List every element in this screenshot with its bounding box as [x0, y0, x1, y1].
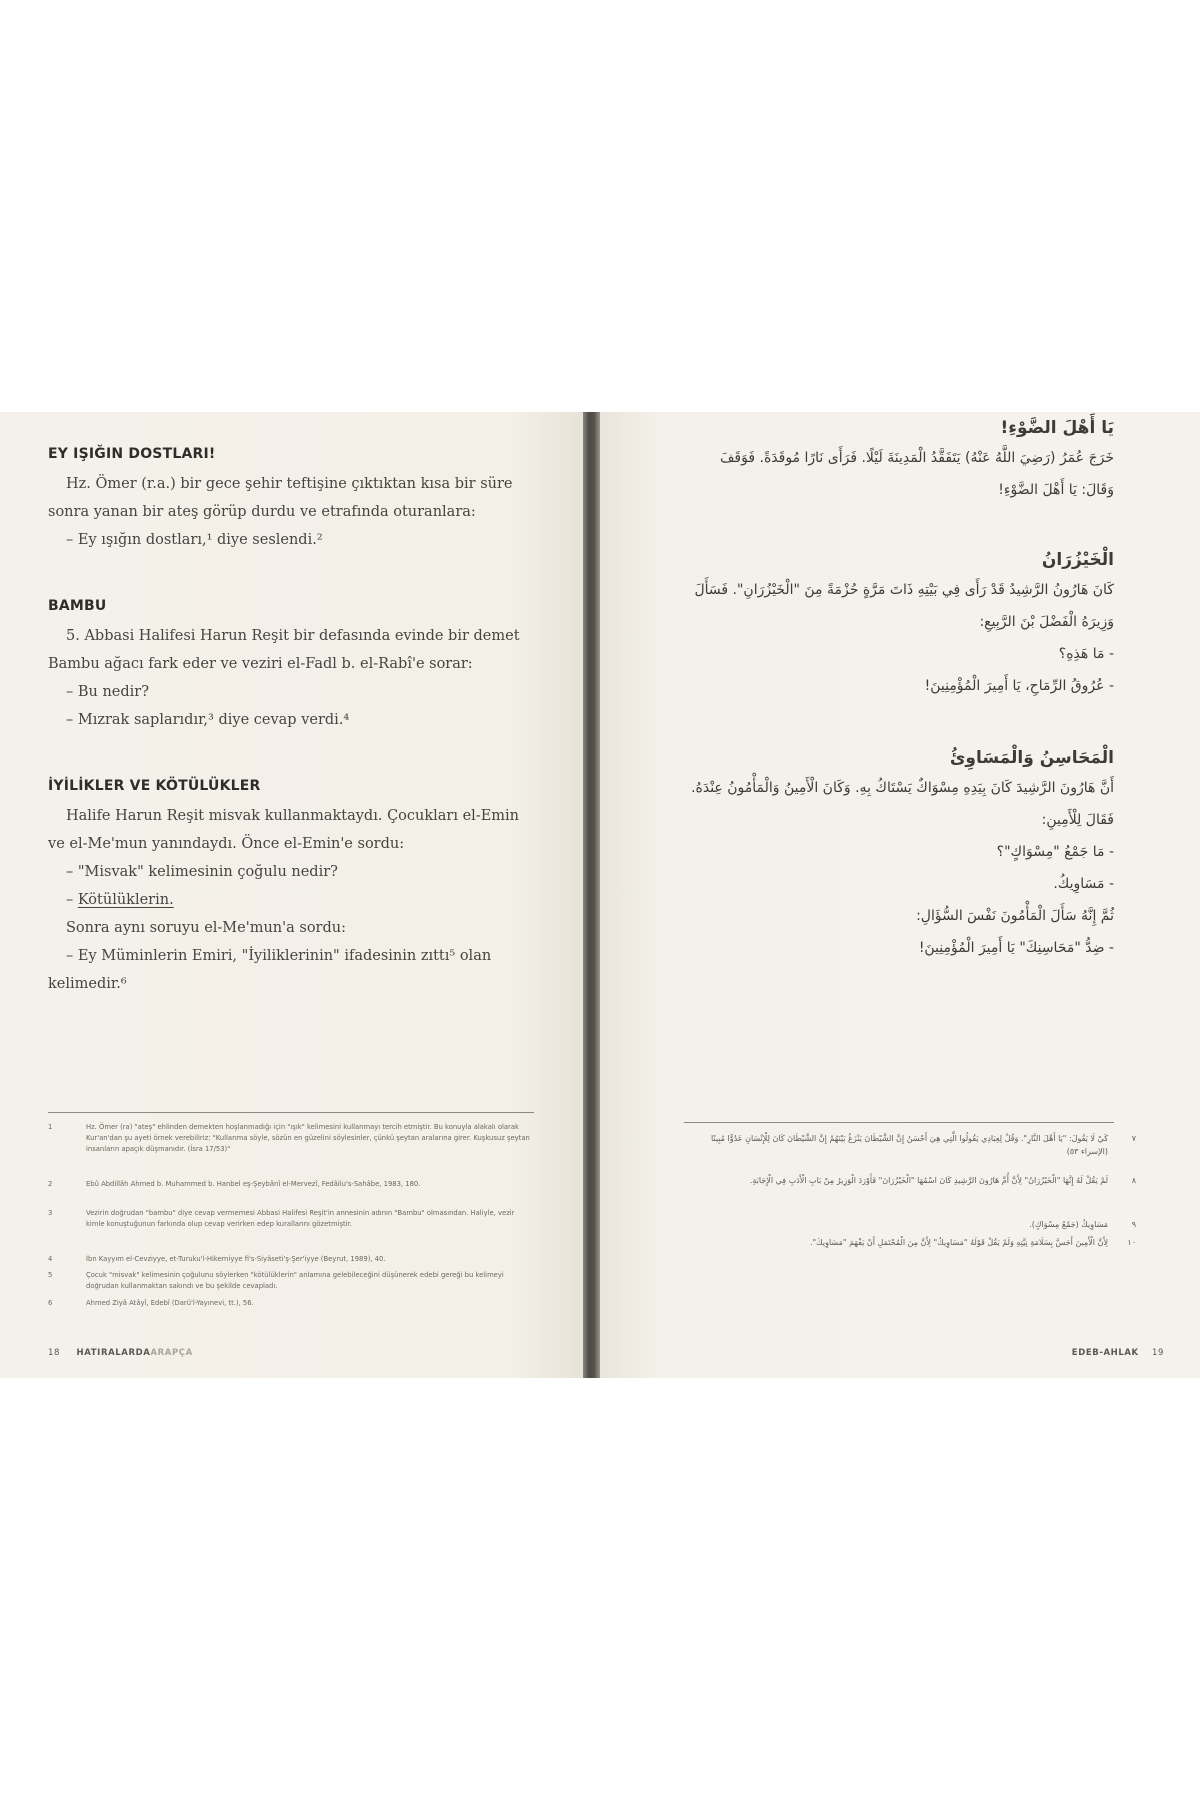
- footnote: [48, 1254, 534, 1265]
- footnote-text: Çocuk "misvak" kelimesinin çoğulunu söylerken "kötülüklerin" anlamına gelebileceğini düşünerek edebi gereği bu kelimeyi doğrudan kullanmaktan sakındı ve bu şekilde cevapladı.: [86, 1271, 504, 1290]
- footnote-rule: [684, 1122, 1114, 1123]
- page-number: 18: [48, 1348, 61, 1358]
- footnote: [48, 1179, 534, 1190]
- footnote-text: İbn Kayyım el-Cevziyye, et-Turuku'l-Hikemiyye fi's-Siyâseti'ş-Şer'iyye (Beyrut, 1989), 40.: [86, 1255, 386, 1263]
- footnote-text: Ebû Abdillâh Ahmed b. Muhammed b. Hanbel eş-Şeybânî el-Mervezî, Fedâilu's-Sahâbe, 1983, 180.: [86, 1180, 421, 1188]
- right-page: [600, 412, 1200, 1378]
- footnote-number: 1: [48, 1123, 53, 1131]
- footnote: [48, 1270, 534, 1292]
- right-folio: [1072, 1348, 1164, 1358]
- section-heading: BAMBU: [48, 598, 107, 614]
- footnote: [48, 1208, 534, 1230]
- paragraph-text: Hz. Ömer (r.a.) bir gece şehir teftişine çıktıktan kısa bir süre sonra yanan bir ateş görüp durdu ve etrafında oturanlara:: [48, 476, 513, 520]
- footnote-text: Ahmed Ziyâ Atâyî, Edebî (Darü'l-Yayınevi, tt.), 56.: [86, 1299, 254, 1307]
- footnote-rule: [48, 1112, 534, 1113]
- section-bambu: [48, 598, 534, 734]
- paragraph: [48, 942, 534, 998]
- dialogue-line: - ضِدُّ "مَحَاسِنِكَ" يَا أَمِيرَ الْمُؤْمِنِينَ!: [918, 940, 1114, 956]
- paragraph-text: Halife Harun Reşit misvak kullanmaktaydı. Çocukları el-Emin ve el-Me'mun yanındaydı. Önce el-Emin'e sordu:: [48, 808, 520, 852]
- dialogue-line: – Ey ışığın dostları,¹ diye seslendi.²: [66, 532, 323, 548]
- footnote-text: لِأَنَّ الْأَمِينَ أَحَسَّ بِسَلَامَةِ نِيَّتِهِ وَلَمْ يَقُلْ قَوْلَهُ "مَسَاوِيكُ" لِأَنَّ مِنَ الْمُحْتَمَلِ أَنْ يَفْهَمَ "مَسَاوِيكَ".: [809, 1238, 1108, 1247]
- section-heading: EY IŞIĞIN DOSTLARI!: [48, 446, 216, 462]
- dialogue-line: ثُمَّ إِنَّهُ سَأَلَ الْمَأْمُونَ نَفْسَ السُّؤَالِ:: [916, 908, 1114, 924]
- paragraph-text: 5. Abbasi Halifesi Harun Reşit bir defasında evinde bir demet Bambu ağacı fark eder ve veziri el-Fadl b. el-Rabî'e sorar:: [48, 628, 520, 672]
- paragraph: خَرَجَ عُمَرُ (رَضِيَ اللَّهُ عَنْهُ) يَتَفَقَّدُ الْمَدِينَةَ لَيْلًا. فَرَأَى نَارًا مُوقَدَةً. فَوَقَفَ وَقَالَ: يَا أَهْلَ الضَّوْءِ!: [719, 450, 1114, 498]
- dash: –: [66, 892, 78, 908]
- footnote-text: لَمْ يَقُلْ لَهُ إِنَّهَا "الْخَيْزُرَانُ" لِأَنَّ أُمَّ هَارُونَ الرَّشِيدِ كَانَ اسْمُهَا "الْخَيْزُرَانَ" فَأَوْرَدَ الْوَزِيرُ مِنْ بَابِ الْأَدَبِ فِي الْإِجَابَةِ.: [749, 1176, 1108, 1185]
- dialogue-line: – Bu nedir?: [66, 684, 150, 700]
- footnote: [684, 1132, 1136, 1158]
- running-title-dark: HATIRALARDA: [76, 1348, 151, 1358]
- section-heading: يَا أَهْلَ الضَّوْءِ!: [1000, 418, 1114, 438]
- footnote-number: 6: [48, 1299, 53, 1307]
- footnote-number: ١٠: [1127, 1238, 1136, 1247]
- footnote: [48, 1122, 534, 1155]
- dialogue-line: - عُرُوقُ الرِّمَاحِ، يَا أَمِيرَ الْمُؤْمِنِينَ!: [924, 678, 1114, 694]
- book-spread: [0, 412, 1200, 1378]
- paragraph: [48, 622, 534, 678]
- dialogue-line: [48, 886, 534, 914]
- footnote-number: ٧: [1131, 1134, 1136, 1143]
- footnote-number: 2: [48, 1180, 53, 1188]
- dialogue-line: – "Misvak" kelimesinin çoğulu nedir?: [66, 864, 338, 880]
- section-al-mahasin: [684, 748, 1114, 964]
- dialogue-line: - مَا هَذِهِ؟: [1058, 646, 1114, 662]
- footnote: [48, 1298, 534, 1309]
- footnote: [684, 1174, 1136, 1187]
- page-number: 19: [1151, 1348, 1164, 1358]
- running-title-light: ARAPÇA: [150, 1348, 193, 1358]
- dialogue-line: Sonra aynı soruyu el-Me'mun'a sordu:: [66, 920, 346, 936]
- section-ey-isigin-dostlari: [48, 446, 534, 554]
- dialogue-line: - مَسَاوِيكُ.: [1053, 876, 1114, 892]
- dialogue-line: – Mızrak saplarıdır,³ diye cevap verdi.⁴: [66, 712, 350, 728]
- left-page: [0, 412, 583, 1378]
- footnote-text: كَيْ لَا يَقُولَ: "يَا أَهْلَ النَّارِ". وَقُلْ لِعِبَادِي يَقُولُوا الَّتِي هِيَ أَحْسَنُ إِنَّ الشَّيْطَانَ يَنْزَغُ بَيْنَهُمْ إِنَّ الشَّيْطَانَ كَانَ لِلْإِنْسَانِ عَدُوًّا مُبِينًا (الإسراء ٥٣): [710, 1134, 1108, 1156]
- footnote-number: ٩: [1131, 1220, 1136, 1229]
- section-al-khayzuran: [684, 550, 1114, 702]
- footnote-text: Hz. Ömer (ra) "ateş" ehlinden demekten hoşlanmadığı için "ışık" kelimesini kullanmayı tercih etmiştir. Bu konuyla alakalı olarak Kur'an'dan şu ayeti örnek verebiliriz: "Kullarıma söyle, sözün en güzelini söylesinler, çünkü şeytan aralarına girer. Kuşkusuz şeytan insanların apaçık düşmanıdır. (İsra 17/53)": [86, 1123, 530, 1153]
- running-title: EDEB-AHLAK: [1071, 1348, 1139, 1358]
- footnote: [684, 1236, 1136, 1249]
- paragraph: كَانَ هَارُونُ الرَّشِيدُ قَدْ رَأَى فِي بَيْتِهِ ذَاتَ مَرَّةٍ حُزْمَةً مِنَ "الْخَيْزُرَانِ". فَسَأَلَ وَزِيرَهُ الْفَضْلَ بْنَ الرَّبِيعِ:: [694, 582, 1114, 630]
- section-heading: الْمَحَاسِنُ وَالْمَسَاوِئُ: [949, 748, 1114, 768]
- paragraph: أَنَّ هَارُونَ الرَّشِيدَ كَانَ بِيَدِهِ مِسْوَاكٌ يَسْتَاكُ بِهِ. وَكَانَ الْأَمِينُ وَالْمَأْمُونُ عِنْدَهُ. فَقَالَ لِلْأَمِينِ:: [691, 780, 1114, 828]
- book-gutter: [583, 412, 600, 1378]
- footnote-number: ٨: [1131, 1176, 1136, 1185]
- footnote: [684, 1218, 1136, 1231]
- footnote-number: 3: [48, 1209, 53, 1217]
- paragraph-text: – Ey Müminlerin Emiri, "İyiliklerinin" ifadesinin zıttı⁵ olan kelimedir.⁶: [48, 948, 492, 992]
- section-heading: الْخَيْزُرَانُ: [1041, 550, 1114, 570]
- section-iyilikler-kotulukler: [48, 778, 534, 998]
- footnote-number: 4: [48, 1255, 53, 1263]
- underlined-answer: Kötülüklerin.: [77, 892, 174, 908]
- left-folio: [48, 1348, 193, 1358]
- paragraph: [48, 470, 534, 526]
- paragraph: [48, 802, 534, 858]
- section-heading: İYİLİKLER VE KÖTÜLÜKLER: [48, 778, 261, 794]
- footnote-text: مَسَاوِيكُ (جَمْعُ مِسْوَاكٍ).: [1029, 1220, 1108, 1229]
- footnote-number: 5: [48, 1271, 53, 1279]
- footnote-text: Vezirin doğrudan "bambu" diye cevap vermemesi Abbasi Halifesi Reşit'in annesinin adının "Bambu" olmasından. Haliyle, vezir kimle konuştuğunun farkında olup cevap verirken edep kurallarını gözetmiştir.: [86, 1209, 515, 1228]
- section-ya-ahl-al-daw: [684, 418, 1114, 506]
- dialogue-line: - مَا جَمْعُ "مِسْوَاكٍ"؟: [996, 844, 1114, 860]
